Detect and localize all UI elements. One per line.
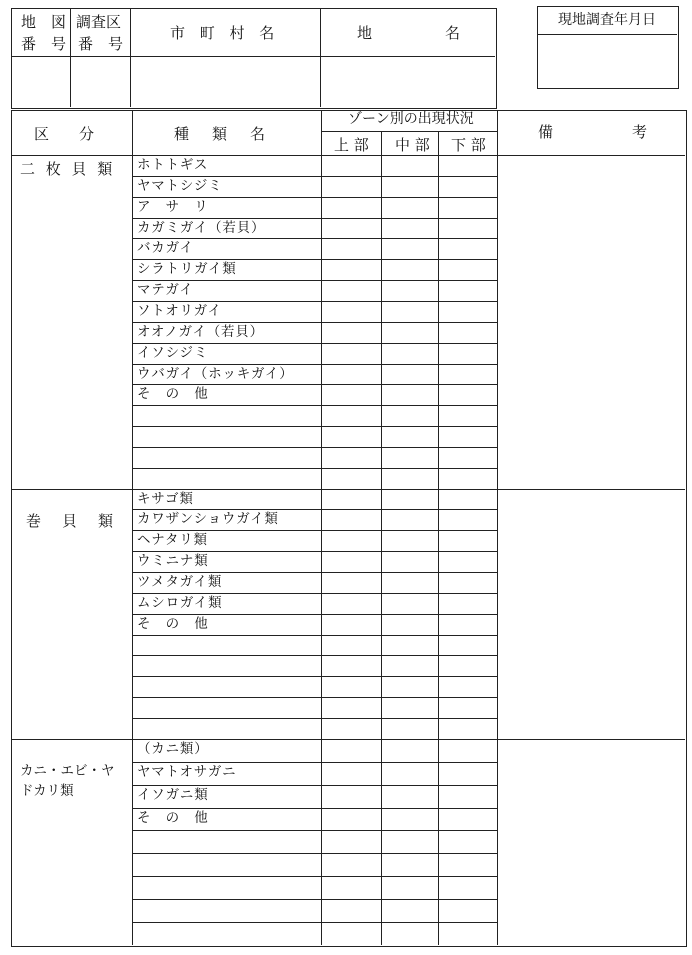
- zone-middle-header: 中 部: [395, 136, 430, 154]
- zone-upper-cell[interactable]: [323, 344, 379, 363]
- zone-lower-cell[interactable]: [440, 552, 495, 571]
- zone-status-header: ゾーン別の出現状況: [348, 111, 474, 127]
- zone-lower-cell[interactable]: [440, 385, 495, 404]
- zone-middle-cell[interactable]: [383, 260, 436, 279]
- zone-middle-cell[interactable]: [383, 719, 436, 738]
- area-number-label-2: 番 号: [78, 35, 124, 53]
- zone-lower-cell[interactable]: [440, 406, 495, 425]
- zone-middle-cell[interactable]: [383, 448, 436, 467]
- place-name-label-2: 名: [445, 24, 461, 42]
- place-name-label-1: 地: [357, 24, 373, 42]
- species-row-label: （カニ類）: [137, 740, 209, 757]
- municipality-label: 市 町 村 名: [170, 24, 280, 42]
- zone-lower-cell[interactable]: [440, 198, 495, 217]
- zone-middle-cell[interactable]: [383, 427, 436, 446]
- zone-lower-cell[interactable]: [440, 877, 495, 898]
- zone-lower-cell[interactable]: [440, 323, 495, 342]
- zone-upper-cell[interactable]: [323, 900, 379, 921]
- species-row-label: ホトトギス: [137, 157, 209, 173]
- zone-middle-cell[interactable]: [383, 344, 436, 363]
- zone-lower-cell[interactable]: [440, 763, 495, 784]
- zone-middle-cell[interactable]: [383, 809, 436, 830]
- zone-upper-cell[interactable]: [323, 677, 379, 696]
- zone-lower-cell[interactable]: [440, 636, 495, 655]
- species-row-label: そ の 他: [137, 386, 209, 403]
- zone-lower-cell[interactable]: [440, 490, 495, 509]
- species-row-label: そ の 他: [137, 615, 209, 632]
- zone-middle-cell[interactable]: [383, 677, 436, 696]
- zone-middle-cell[interactable]: [383, 615, 436, 634]
- zone-upper-cell[interactable]: [323, 877, 379, 898]
- column-divider: [321, 111, 322, 945]
- area-number-field[interactable]: [73, 59, 128, 105]
- zone-middle-cell[interactable]: [383, 531, 436, 550]
- zone-middle-cell[interactable]: [383, 854, 436, 875]
- zone-lower-cell[interactable]: [440, 281, 495, 300]
- category-header: 区 分: [34, 125, 95, 143]
- species-row-label: イソシジミ: [137, 344, 209, 361]
- map-number-field[interactable]: [14, 59, 68, 105]
- zone-upper-cell[interactable]: [323, 809, 379, 830]
- map-number-label-1: 地 図: [21, 13, 67, 31]
- zone-upper-cell[interactable]: [323, 854, 379, 875]
- zone-upper-cell[interactable]: [323, 615, 379, 634]
- species-name-header: 種 類 名: [174, 125, 270, 143]
- zone-upper-cell[interactable]: [323, 177, 379, 196]
- zone-upper-cell[interactable]: [323, 260, 379, 279]
- zone-lower-cell[interactable]: [440, 594, 495, 613]
- zone-middle-cell[interactable]: [383, 923, 436, 944]
- species-row-label: マテガイ: [137, 282, 194, 299]
- zone-upper-cell[interactable]: [323, 490, 379, 509]
- zone-lower-cell[interactable]: [440, 900, 495, 921]
- zone-upper-cell[interactable]: [323, 531, 379, 550]
- zone-middle-cell[interactable]: [383, 219, 436, 238]
- zone-upper-cell[interactable]: [323, 385, 379, 404]
- zone-upper-cell[interactable]: [323, 636, 379, 655]
- zone-lower-cell[interactable]: [440, 448, 495, 467]
- zone-upper-cell[interactable]: [323, 698, 379, 717]
- species-row-label: オオノガイ（若貝）: [137, 323, 264, 340]
- species-row-label: そ の 他: [137, 809, 209, 826]
- zone-upper-cell[interactable]: [323, 156, 379, 175]
- zone-upper-cell[interactable]: [323, 594, 379, 613]
- remarks-header-2: 考: [632, 123, 648, 141]
- zone-lower-cell[interactable]: [440, 656, 495, 675]
- zone-lower-cell[interactable]: [440, 156, 495, 175]
- column-divider: [438, 131, 439, 945]
- zone-lower-cell[interactable]: [440, 698, 495, 717]
- zone-lower-cell[interactable]: [440, 740, 495, 761]
- zone-upper-cell[interactable]: [323, 573, 379, 592]
- column-divider: [497, 111, 498, 945]
- species-row-label: カガミガイ（若貝）: [137, 219, 266, 236]
- zone-middle-cell[interactable]: [383, 406, 436, 425]
- zone-upper-cell[interactable]: [323, 302, 379, 321]
- zone-middle-cell[interactable]: [383, 385, 436, 404]
- zone-lower-cell[interactable]: [440, 365, 495, 384]
- zone-upper-cell[interactable]: [323, 740, 379, 761]
- zone-middle-cell[interactable]: [383, 900, 436, 921]
- zone-upper-cell[interactable]: [323, 923, 379, 944]
- zone-middle-cell[interactable]: [383, 573, 436, 592]
- species-row-label: ヤマトシジミ: [137, 177, 223, 194]
- zone-middle-cell[interactable]: [383, 636, 436, 655]
- zone-upper-cell[interactable]: [323, 763, 379, 784]
- zone-middle-cell[interactable]: [383, 156, 436, 175]
- category-crustaceans: カニ・エビ・ヤ: [20, 763, 115, 779]
- zone-middle-cell[interactable]: [383, 365, 436, 384]
- zone-middle-cell[interactable]: [383, 323, 436, 342]
- zone-lower-cell[interactable]: [440, 923, 495, 944]
- zone-upper-cell[interactable]: [323, 406, 379, 425]
- zone-upper-cell[interactable]: [323, 448, 379, 467]
- place-name-field[interactable]: [323, 59, 493, 105]
- remarks-header-1: 備: [538, 123, 554, 141]
- zone-lower-cell[interactable]: [440, 615, 495, 634]
- zone-middle-cell[interactable]: [383, 763, 436, 784]
- category-crustaceans-line2: ドカリ類: [20, 783, 74, 799]
- zone-middle-cell[interactable]: [383, 740, 436, 761]
- zone-lower-cell[interactable]: [440, 677, 495, 696]
- zone-middle-cell[interactable]: [383, 469, 436, 488]
- municipality-field[interactable]: [133, 59, 318, 105]
- zone-upper-cell[interactable]: [323, 552, 379, 571]
- zone-upper-cell[interactable]: [323, 198, 379, 217]
- zone-middle-cell[interactable]: [383, 786, 436, 807]
- zone-upper-cell[interactable]: [323, 239, 379, 258]
- zone-upper-cell[interactable]: [323, 510, 379, 529]
- zone-lower-cell[interactable]: [440, 510, 495, 529]
- location-header-table: [11, 8, 497, 109]
- species-row-label: ア サ リ: [137, 198, 209, 215]
- species-row-label: カワザンショウガイ類: [137, 511, 279, 528]
- survey-date-box: [537, 6, 679, 89]
- zone-middle-cell[interactable]: [383, 177, 436, 196]
- zone-upper-header: 上 部: [334, 136, 369, 154]
- category-bivalves: 二 枚 貝 類: [20, 160, 116, 178]
- species-row-label: シラトリガイ類: [137, 261, 237, 278]
- zone-lower-cell[interactable]: [440, 786, 495, 807]
- zone-lower-cell[interactable]: [440, 177, 495, 196]
- zone-lower-cell[interactable]: [440, 719, 495, 738]
- zone-upper-cell[interactable]: [323, 719, 379, 738]
- zone-lower-cell[interactable]: [440, 809, 495, 830]
- species-row-label: バカガイ: [137, 240, 194, 257]
- survey-date-title: 現地調査年月日: [558, 12, 656, 28]
- zone-lower-cell[interactable]: [440, 260, 495, 279]
- zone-lower-header: 下 部: [451, 136, 486, 154]
- species-row-label: ヘナタリ類: [137, 532, 208, 549]
- zone-upper-cell[interactable]: [323, 786, 379, 807]
- zone-lower-cell[interactable]: [440, 427, 495, 446]
- zone-lower-cell[interactable]: [440, 239, 495, 258]
- zone-middle-cell[interactable]: [383, 877, 436, 898]
- species-row-label: ウバガイ（ホッキガイ）: [137, 365, 294, 382]
- zone-middle-cell[interactable]: [383, 239, 436, 258]
- zone-upper-cell[interactable]: [323, 281, 379, 300]
- zone-middle-cell[interactable]: [383, 656, 436, 675]
- survey-date-value[interactable]: [542, 41, 672, 81]
- species-row-label: キサゴ類: [137, 490, 194, 507]
- species-row-label: ソトオリガイ: [137, 302, 222, 319]
- zone-middle-cell[interactable]: [383, 698, 436, 717]
- zone-upper-cell[interactable]: [323, 365, 379, 384]
- area-number-label-1: 調査区: [76, 13, 122, 31]
- column-divider: [132, 111, 133, 945]
- zone-lower-cell[interactable]: [440, 531, 495, 550]
- zone-upper-cell[interactable]: [323, 323, 379, 342]
- zone-upper-cell[interactable]: [323, 656, 379, 675]
- zone-upper-cell[interactable]: [323, 469, 379, 488]
- zone-middle-cell[interactable]: [383, 490, 436, 509]
- zone-lower-cell[interactable]: [440, 573, 495, 592]
- species-survey-table: [11, 110, 687, 947]
- species-row-label: ムシロガイ類: [137, 594, 223, 611]
- zone-lower-cell[interactable]: [440, 344, 495, 363]
- zone-middle-cell[interactable]: [383, 281, 436, 300]
- zone-middle-cell[interactable]: [383, 552, 436, 571]
- zone-middle-cell[interactable]: [383, 302, 436, 321]
- species-row-label: ウミニナ類: [137, 553, 209, 570]
- zone-divider: [321, 131, 497, 132]
- zone-upper-cell[interactable]: [323, 831, 379, 852]
- zone-lower-cell[interactable]: [440, 302, 495, 321]
- species-row-label: ツメタガイ類: [137, 574, 223, 590]
- zone-lower-cell[interactable]: [440, 219, 495, 238]
- species-row-label: ヤマトオサガニ: [137, 763, 237, 780]
- category-gastropods: 巻 貝 類: [26, 512, 117, 530]
- map-number-label-2: 番 号: [21, 35, 67, 53]
- zone-lower-cell[interactable]: [440, 854, 495, 875]
- zone-middle-cell[interactable]: [383, 594, 436, 613]
- zone-middle-cell[interactable]: [383, 510, 436, 529]
- zone-middle-cell[interactable]: [383, 831, 436, 852]
- zone-upper-cell[interactable]: [323, 427, 379, 446]
- zone-upper-cell[interactable]: [323, 219, 379, 238]
- zone-middle-cell[interactable]: [383, 198, 436, 217]
- zone-lower-cell[interactable]: [440, 831, 495, 852]
- column-divider: [381, 131, 382, 945]
- zone-lower-cell[interactable]: [440, 469, 495, 488]
- species-row-label: イソガニ類: [137, 786, 209, 803]
